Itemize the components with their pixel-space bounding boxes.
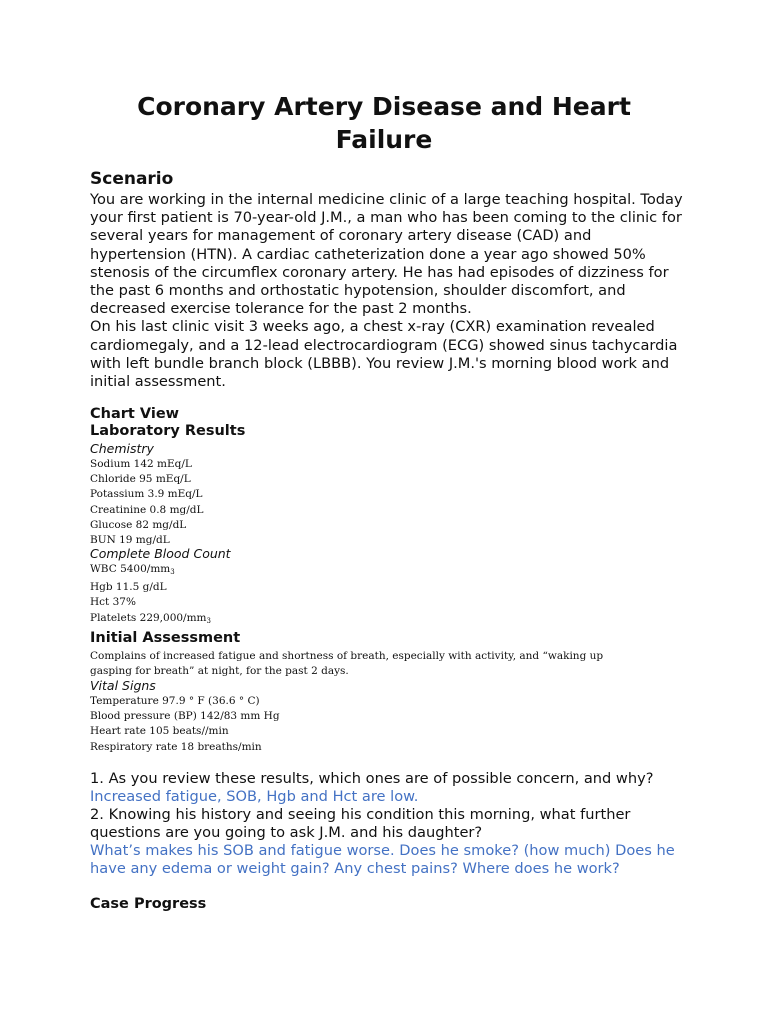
case-progress-heading: Case Progress xyxy=(90,896,207,912)
lab-value-platelets: Platelets 229,000/mm3 xyxy=(90,611,211,625)
initial-assessment-heading: Initial Assessment xyxy=(90,630,241,646)
cbc-heading: Complete Blood Count xyxy=(90,546,231,561)
scenario-text xyxy=(90,191,690,391)
chart-view-heading: Chart View xyxy=(90,406,180,422)
lab-value-hgb: Hgb 11.5 g/dL xyxy=(90,581,167,594)
scenario-paragraph-2: On his last clinic visit 3 weeks ago, a chest x-ray (CXR) examination revealed cardiomegaly, and a 12-lead electrocardiogram (ECG) showed sinus tachycardia with left bundle branch block (LBBB). You review J.M.'s morning blood work and initial assessment. xyxy=(90,318,678,391)
complaint-text: Complains of increased fatigue and shortness of breath, especially with activity, and “waking up gasping for breath” at night, for the past 2 days. xyxy=(90,650,604,678)
lab-value-chloride: Chloride 95 mEq/L xyxy=(90,473,191,486)
lab-value-bun: BUN 19 mg/dL xyxy=(90,534,170,547)
scenario-paragraph-1: You are working in the internal medicine clinic of a large teaching hospital. Today your first patient is 70-year-old J.M., a man who has been coming to the clinic for several years for management of coronary artery disease (CAD) and hypertension (HTN). A cardiac catheterization done a year ago showed 50% stenosis of the circumflex coronary artery. He has had episodes of dizziness for the past 6 months and orthostatic hypotension, shoulder discomfort, and decreased exercise tolerance for the past 2 months. xyxy=(90,191,683,318)
vital-signs-heading: Vital Signs xyxy=(90,678,156,693)
lab-value-sodium: Sodium 142 mEq/L xyxy=(90,458,192,470)
lab-value-creatinine: Creatinine 0.8 mg/dL xyxy=(90,503,204,516)
cbc-list xyxy=(90,562,650,629)
chemistry-heading: Chemistry xyxy=(90,441,154,456)
question-2: 2. Knowing his history and seeing his condition this morning, what further questions are you going to ask J.M. and his daughter? xyxy=(90,806,631,841)
lab-value-wbc: WBC 5400/mm3 xyxy=(90,563,175,576)
vital-blood-pressure: Blood pressure (BP) 142/83 mm Hg xyxy=(90,710,280,723)
lab-value-potassium: Potassium 3.9 mEq/L xyxy=(90,488,203,501)
page-title: Coronary Artery Disease and Heart Failure xyxy=(137,92,631,154)
chemistry-list xyxy=(90,457,650,548)
lab-value-glucose: Glucose 82 mg/dL xyxy=(90,518,187,531)
scenario-heading: Scenario xyxy=(90,169,174,189)
vital-respiratory-rate: Respiratory rate 18 breaths/min xyxy=(90,740,262,753)
vital-heart-rate: Heart rate 105 beats//min xyxy=(90,725,229,738)
vital-temperature: Temperature 97.9 ° F (36.6 ° C) xyxy=(90,695,260,707)
question-1: 1. As you review these results, which ones are of possible concern, and why? xyxy=(90,770,654,787)
answer-1: Increased fatigue, SOB, Hgb and Hct are low. xyxy=(90,788,419,805)
answer-2: What’s makes his SOB and fatigue worse. Does he smoke? (how much) Does he have any edema or weight gain? Any chest pains? Where does he work? xyxy=(90,842,675,877)
vital-signs-list xyxy=(90,694,650,755)
lab-value-hct: Hct 37% xyxy=(90,596,136,609)
question-block xyxy=(90,770,690,878)
lab-results-heading: Laboratory Results xyxy=(90,423,246,439)
